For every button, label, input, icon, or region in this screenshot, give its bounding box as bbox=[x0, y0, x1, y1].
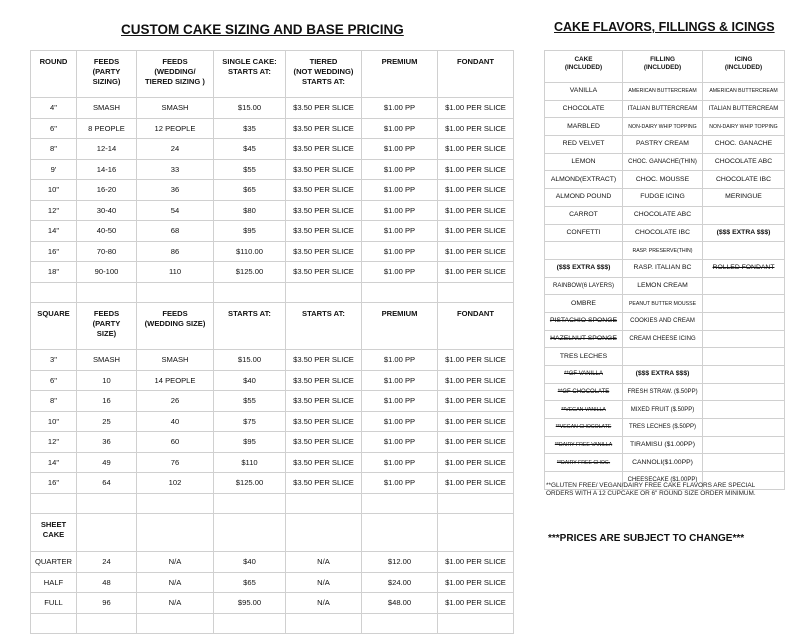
square-row bbox=[31, 452, 514, 473]
sheet-row bbox=[31, 572, 514, 593]
round-header-cell: FEEDS (PARTY SIZING) bbox=[77, 51, 137, 98]
filling-cell: AMERICAN BUTTERCREAM bbox=[623, 83, 703, 101]
round-cell: 8 PEOPLE bbox=[77, 118, 137, 139]
round-cell: 4" bbox=[31, 98, 77, 119]
blank-cell bbox=[77, 613, 137, 634]
round-cell: 36 bbox=[137, 180, 214, 201]
square-header-cell: SQUARE bbox=[31, 303, 77, 350]
flavors-row bbox=[545, 348, 785, 366]
round-cell: 16" bbox=[31, 241, 77, 262]
round-cell: 18" bbox=[31, 262, 77, 283]
square-cell: 16 bbox=[77, 391, 137, 412]
sheet-cell: $1.00 PER SLICE bbox=[438, 572, 514, 593]
round-cell: 70-80 bbox=[77, 241, 137, 262]
sheet-cell: 96 bbox=[77, 593, 137, 614]
round-cell: $1.00 PER SLICE bbox=[438, 221, 514, 242]
round-cell: 12 PEOPLE bbox=[137, 118, 214, 139]
square-row bbox=[31, 411, 514, 432]
round-cell: $1.00 PP bbox=[362, 98, 438, 119]
square-cell: $1.00 PP bbox=[362, 452, 438, 473]
round-cell: 54 bbox=[137, 200, 214, 221]
blank-cell bbox=[77, 282, 137, 303]
blank-cell bbox=[31, 282, 77, 303]
square-cell: $1.00 PER SLICE bbox=[438, 350, 514, 371]
sheet-cell: $1.00 PER SLICE bbox=[438, 552, 514, 573]
square-cell: SMASH bbox=[77, 350, 137, 371]
icing-cell bbox=[703, 383, 785, 401]
square-row bbox=[31, 370, 514, 391]
flavors-row bbox=[545, 189, 785, 207]
round-cell: $1.00 PER SLICE bbox=[438, 139, 514, 160]
round-header-cell: TIERED (NOT WEDDING) STARTS AT: bbox=[286, 51, 362, 98]
round-cell: SMASH bbox=[137, 98, 214, 119]
round-cell: $1.00 PP bbox=[362, 221, 438, 242]
square-cell: 40 bbox=[137, 411, 214, 432]
square-cell: $1.00 PP bbox=[362, 432, 438, 453]
sheet-cell: N/A bbox=[137, 572, 214, 593]
round-cell: $125.00 bbox=[214, 262, 286, 283]
square-cell: $15.00 bbox=[214, 350, 286, 371]
sheet-row bbox=[31, 593, 514, 614]
round-cell: $1.00 PER SLICE bbox=[438, 180, 514, 201]
cake-cell: ALMOND(EXTRACT) bbox=[545, 171, 623, 189]
round-cell: $95 bbox=[214, 221, 286, 242]
round-cell: $3.50 PER SLICE bbox=[286, 200, 362, 221]
cake-cell: CHOCOLATE bbox=[545, 100, 623, 118]
sheet-cell: $24.00 bbox=[362, 572, 438, 593]
flavors-row bbox=[545, 366, 785, 384]
sheet-cell: N/A bbox=[286, 572, 362, 593]
round-cell: $3.50 PER SLICE bbox=[286, 221, 362, 242]
blank-cell bbox=[286, 514, 362, 552]
round-cell: $1.00 PP bbox=[362, 262, 438, 283]
square-cell: $1.00 PP bbox=[362, 391, 438, 412]
square-row bbox=[31, 473, 514, 494]
square-cell: $1.00 PER SLICE bbox=[438, 391, 514, 412]
filling-cell: MIXED FRUIT ($.50PP) bbox=[623, 401, 703, 419]
sheet-cell: N/A bbox=[286, 552, 362, 573]
icing-cell: MERINGUE bbox=[703, 189, 785, 207]
round-cell: 16-20 bbox=[77, 180, 137, 201]
round-cell: $3.50 PER SLICE bbox=[286, 180, 362, 201]
blank-cell bbox=[362, 493, 438, 514]
round-cell: 110 bbox=[137, 262, 214, 283]
round-cell: $1.00 PP bbox=[362, 159, 438, 180]
round-cell: $3.50 PER SLICE bbox=[286, 241, 362, 262]
blank-cell bbox=[286, 493, 362, 514]
filling-cell: ITALIAN BUTTERCREAM bbox=[623, 100, 703, 118]
square-cell: $55 bbox=[214, 391, 286, 412]
cake-cell: **DAIRY FREE VANILLA bbox=[545, 436, 623, 454]
square-header-cell: STARTS AT: bbox=[286, 303, 362, 350]
blank-cell bbox=[137, 613, 214, 634]
sheet-cell: 24 bbox=[77, 552, 137, 573]
round-cell: $3.50 PER SLICE bbox=[286, 262, 362, 283]
square-row bbox=[31, 391, 514, 412]
filling-cell: NON-DAIRY WHIP TOPPING bbox=[623, 118, 703, 136]
flavors-row bbox=[545, 83, 785, 101]
round-cell: $1.00 PER SLICE bbox=[438, 262, 514, 283]
flavors-row bbox=[545, 295, 785, 313]
flavors-row bbox=[545, 383, 785, 401]
round-row bbox=[31, 159, 514, 180]
blank-cell bbox=[31, 493, 77, 514]
spacer-row bbox=[31, 613, 514, 634]
blank-cell bbox=[438, 514, 514, 552]
filling-cell: TIRAMISU ($1.00PP) bbox=[623, 436, 703, 454]
round-cell: $45 bbox=[214, 139, 286, 160]
flavors-row bbox=[545, 242, 785, 260]
square-header-cell: FEEDS (PARTY SIZE) bbox=[77, 303, 137, 350]
icing-cell: CHOC. GANACHE bbox=[703, 136, 785, 154]
filling-cell: CHOCOLATE ABC bbox=[623, 206, 703, 224]
flavors-row bbox=[545, 436, 785, 454]
round-cell: 8" bbox=[31, 139, 77, 160]
icing-cell: ROLLED FONDANT bbox=[703, 259, 785, 277]
blank-cell bbox=[214, 613, 286, 634]
square-cell: 49 bbox=[77, 452, 137, 473]
cake-cell bbox=[545, 242, 623, 260]
icing-cell: CHOCOLATE IBC bbox=[703, 171, 785, 189]
icing-cell bbox=[703, 366, 785, 384]
icing-cell bbox=[703, 330, 785, 348]
square-cell: 26 bbox=[137, 391, 214, 412]
blank-cell bbox=[137, 493, 214, 514]
filling-cell: RASP. ITALIAN BC bbox=[623, 259, 703, 277]
filling-cell: COOKIES AND CREAM bbox=[623, 312, 703, 330]
round-cell: $1.00 PP bbox=[362, 200, 438, 221]
square-cell: 14" bbox=[31, 452, 77, 473]
flavors-table bbox=[544, 50, 785, 490]
cake-cell: ($$$ EXTRA $$$) bbox=[545, 259, 623, 277]
square-cell: $3.50 PER SLICE bbox=[286, 452, 362, 473]
square-cell: $1.00 PER SLICE bbox=[438, 473, 514, 494]
dietary-footnote: **GLUTEN FREE/ VEGAN/DAIRY FREE CAKE FLAVORS ARE SPECIAL ORDERS WITH A 12 CUPCAKE OR 6" ROUND SIZE ORDER MINIMUM. bbox=[546, 482, 756, 497]
square-header-cell: FEEDS (WEDDING SIZE) bbox=[137, 303, 214, 350]
flavors-row bbox=[545, 100, 785, 118]
round-cell: 9' bbox=[31, 159, 77, 180]
square-cell: SMASH bbox=[137, 350, 214, 371]
icing-cell bbox=[703, 419, 785, 437]
sheet-cell: $65 bbox=[214, 572, 286, 593]
cake-cell: VANILLA bbox=[545, 83, 623, 101]
round-cell: $35 bbox=[214, 118, 286, 139]
flavors-title: CAKE FLAVORS, FILLINGS & ICINGS bbox=[554, 20, 775, 34]
square-cell: $95 bbox=[214, 432, 286, 453]
icing-cell: ($$$ EXTRA $$$) bbox=[703, 224, 785, 242]
blank-cell bbox=[362, 613, 438, 634]
square-header-cell: STARTS AT: bbox=[214, 303, 286, 350]
blank-cell bbox=[362, 514, 438, 552]
round-cell: 33 bbox=[137, 159, 214, 180]
flavors-row bbox=[545, 312, 785, 330]
icing-cell bbox=[703, 206, 785, 224]
round-cell: 12-14 bbox=[77, 139, 137, 160]
round-row bbox=[31, 118, 514, 139]
cake-cell: CONFETTI bbox=[545, 224, 623, 242]
round-header-cell: ROUND bbox=[31, 51, 77, 98]
spacer-row bbox=[31, 493, 514, 514]
blank-cell bbox=[137, 514, 214, 552]
sheet-cell: HALF bbox=[31, 572, 77, 593]
filling-cell: PASTRY CREAM bbox=[623, 136, 703, 154]
filling-cell: LEMON CREAM bbox=[623, 277, 703, 295]
sheet-cell: N/A bbox=[137, 593, 214, 614]
flavors-header-cell: ICING (INCLUDED) bbox=[703, 51, 785, 83]
round-cell: $1.00 PP bbox=[362, 180, 438, 201]
pricing-title: CUSTOM CAKE SIZING AND BASE PRICING bbox=[121, 22, 404, 37]
flavors-row bbox=[545, 419, 785, 437]
filling-cell: TRES LECHES ($.50PP) bbox=[623, 419, 703, 437]
blank-cell bbox=[137, 282, 214, 303]
cake-cell: **GF CHOCOLATE bbox=[545, 383, 623, 401]
flavors-row bbox=[545, 153, 785, 171]
cake-cell: HAZELNUT SPONGE bbox=[545, 330, 623, 348]
square-cell: $1.00 PP bbox=[362, 473, 438, 494]
square-cell: 3" bbox=[31, 350, 77, 371]
cake-cell: **VEGAN CHOCOLATE bbox=[545, 419, 623, 437]
filling-cell: CHOC. GANACHE(THIN) bbox=[623, 153, 703, 171]
sheet-cell: $95.00 bbox=[214, 593, 286, 614]
round-row bbox=[31, 180, 514, 201]
square-cell: $110 bbox=[214, 452, 286, 473]
blank-cell bbox=[438, 282, 514, 303]
square-cell: 8" bbox=[31, 391, 77, 412]
blank-cell bbox=[438, 493, 514, 514]
icing-cell bbox=[703, 312, 785, 330]
blank-cell bbox=[286, 282, 362, 303]
square-cell: $3.50 PER SLICE bbox=[286, 350, 362, 371]
flavors-row bbox=[545, 330, 785, 348]
cake-cell: LEMON bbox=[545, 153, 623, 171]
blank-cell bbox=[214, 514, 286, 552]
cake-cell: **DAIRY FREE CHOC. bbox=[545, 454, 623, 472]
flavors-row bbox=[545, 277, 785, 295]
sheet-cell: N/A bbox=[286, 593, 362, 614]
round-cell: 40-50 bbox=[77, 221, 137, 242]
square-cell: $1.00 PP bbox=[362, 350, 438, 371]
filling-cell: RASP. PRESERVE(THIN) bbox=[623, 242, 703, 260]
filling-cell: CREAM CHEESE ICING bbox=[623, 330, 703, 348]
square-cell: 64 bbox=[77, 473, 137, 494]
cake-cell: MARBLED bbox=[545, 118, 623, 136]
square-cell: $3.50 PER SLICE bbox=[286, 411, 362, 432]
blank-cell bbox=[214, 282, 286, 303]
square-cell: $1.00 PER SLICE bbox=[438, 411, 514, 432]
flavors-header-cell: CAKE (INCLUDED) bbox=[545, 51, 623, 83]
sheet-cell: $1.00 PER SLICE bbox=[438, 593, 514, 614]
icing-cell bbox=[703, 242, 785, 260]
flavors-row bbox=[545, 401, 785, 419]
flavors-row bbox=[545, 259, 785, 277]
icing-cell bbox=[703, 454, 785, 472]
square-cell: 16" bbox=[31, 473, 77, 494]
square-cell: $1.00 PER SLICE bbox=[438, 432, 514, 453]
icing-cell bbox=[703, 348, 785, 366]
cake-cell: TRES LECHES bbox=[545, 348, 623, 366]
blank-cell bbox=[362, 282, 438, 303]
square-row bbox=[31, 432, 514, 453]
round-header-cell: FEEDS (WEDDING/ TIERED SIZING ) bbox=[137, 51, 214, 98]
cake-cell: RED VELVET bbox=[545, 136, 623, 154]
round-cell: SMASH bbox=[77, 98, 137, 119]
round-row bbox=[31, 221, 514, 242]
square-header-row bbox=[31, 303, 514, 350]
round-header-cell: FONDANT bbox=[438, 51, 514, 98]
flavors-row bbox=[545, 118, 785, 136]
filling-cell: FUDGE ICING bbox=[623, 189, 703, 207]
blank-cell bbox=[77, 514, 137, 552]
sheet-cell: $48.00 bbox=[362, 593, 438, 614]
round-cell: $1.00 PP bbox=[362, 139, 438, 160]
round-cell: 68 bbox=[137, 221, 214, 242]
round-cell: 14" bbox=[31, 221, 77, 242]
square-cell: $3.50 PER SLICE bbox=[286, 473, 362, 494]
cake-cell: **GF VANILLA bbox=[545, 366, 623, 384]
filling-cell: CHOCOLATE IBC bbox=[623, 224, 703, 242]
square-cell: 6" bbox=[31, 370, 77, 391]
square-cell: 36 bbox=[77, 432, 137, 453]
square-cell: $3.50 PER SLICE bbox=[286, 370, 362, 391]
icing-cell bbox=[703, 401, 785, 419]
cake-cell: PISTACHIO SPONGE bbox=[545, 312, 623, 330]
round-row bbox=[31, 241, 514, 262]
round-cell: 86 bbox=[137, 241, 214, 262]
icing-cell bbox=[703, 436, 785, 454]
round-cell: $55 bbox=[214, 159, 286, 180]
square-cell: $1.00 PER SLICE bbox=[438, 452, 514, 473]
square-cell: $75 bbox=[214, 411, 286, 432]
filling-cell: ($$$ EXTRA $$$) bbox=[623, 366, 703, 384]
filling-cell: CHOC. MOUSSE bbox=[623, 171, 703, 189]
blank-cell bbox=[77, 493, 137, 514]
sheet-cell: N/A bbox=[137, 552, 214, 573]
flavors-row bbox=[545, 206, 785, 224]
blank-cell bbox=[31, 613, 77, 634]
round-row bbox=[31, 200, 514, 221]
square-cell: 102 bbox=[137, 473, 214, 494]
icing-cell: AMERICAN BUTTERCREAM bbox=[703, 83, 785, 101]
blank-cell bbox=[214, 493, 286, 514]
filling-cell bbox=[623, 348, 703, 366]
cake-cell: RAINBOW(6 LAYERS) bbox=[545, 277, 623, 295]
icing-cell: ITALIAN BUTTERCREAM bbox=[703, 100, 785, 118]
round-header-cell: SINGLE CAKE: STARTS AT: bbox=[214, 51, 286, 98]
square-cell: 14 PEOPLE bbox=[137, 370, 214, 391]
cake-cell: CARROT bbox=[545, 206, 623, 224]
sheet-header-cell: SHEET CAKE bbox=[31, 514, 77, 552]
flavors-header-row bbox=[545, 51, 785, 83]
icing-cell bbox=[703, 277, 785, 295]
flavors-row bbox=[545, 454, 785, 472]
round-row bbox=[31, 262, 514, 283]
round-cell: $1.00 PP bbox=[362, 241, 438, 262]
pricing-table bbox=[30, 50, 514, 634]
round-cell: 90-100 bbox=[77, 262, 137, 283]
flavors-row bbox=[545, 224, 785, 242]
flavors-row bbox=[545, 136, 785, 154]
round-row bbox=[31, 98, 514, 119]
square-cell: $3.50 PER SLICE bbox=[286, 432, 362, 453]
round-cell: $65 bbox=[214, 180, 286, 201]
round-cell: $80 bbox=[214, 200, 286, 221]
square-cell: 60 bbox=[137, 432, 214, 453]
square-cell: $1.00 PER SLICE bbox=[438, 370, 514, 391]
round-cell: 30-40 bbox=[77, 200, 137, 221]
round-cell: 10" bbox=[31, 180, 77, 201]
square-cell: 12" bbox=[31, 432, 77, 453]
sheet-cell: $12.00 bbox=[362, 552, 438, 573]
round-cell: $1.00 PER SLICE bbox=[438, 118, 514, 139]
round-cell: $1.00 PER SLICE bbox=[438, 159, 514, 180]
round-header-cell: PREMIUM bbox=[362, 51, 438, 98]
square-cell: $125.00 bbox=[214, 473, 286, 494]
round-cell: $3.50 PER SLICE bbox=[286, 139, 362, 160]
square-cell: 76 bbox=[137, 452, 214, 473]
icing-cell: CHOCOLATE ABC bbox=[703, 153, 785, 171]
round-cell: $110.00 bbox=[214, 241, 286, 262]
square-cell: 25 bbox=[77, 411, 137, 432]
sheet-header-row bbox=[31, 514, 514, 552]
round-cell: $1.00 PP bbox=[362, 118, 438, 139]
filling-cell: CANNOLI($1.00PP) bbox=[623, 454, 703, 472]
filling-cell: PEANUT BUTTER MOUSSE bbox=[623, 295, 703, 313]
round-cell: $1.00 PER SLICE bbox=[438, 98, 514, 119]
square-cell: $1.00 PP bbox=[362, 370, 438, 391]
round-cell: 12" bbox=[31, 200, 77, 221]
round-cell: 6" bbox=[31, 118, 77, 139]
round-row bbox=[31, 139, 514, 160]
square-row bbox=[31, 350, 514, 371]
round-cell: $1.00 PER SLICE bbox=[438, 241, 514, 262]
sheet-cell: 48 bbox=[77, 572, 137, 593]
cake-cell: ALMOND POUND bbox=[545, 189, 623, 207]
round-cell: 14-16 bbox=[77, 159, 137, 180]
sheet-cell: FULL bbox=[31, 593, 77, 614]
cake-cell: OMBRE bbox=[545, 295, 623, 313]
sheet-cell: QUARTER bbox=[31, 552, 77, 573]
square-cell: $40 bbox=[214, 370, 286, 391]
sheet-row bbox=[31, 552, 514, 573]
square-cell: 10 bbox=[77, 370, 137, 391]
filling-cell: CHEESECAKE ($1.00PP) bbox=[623, 472, 703, 490]
round-cell: $3.50 PER SLICE bbox=[286, 118, 362, 139]
round-cell: $1.00 PER SLICE bbox=[438, 200, 514, 221]
square-cell: $1.00 PP bbox=[362, 411, 438, 432]
price-change-notice: ***PRICES ARE SUBJECT TO CHANGE*** bbox=[548, 533, 745, 544]
blank-cell bbox=[286, 613, 362, 634]
flavors-header-cell: FILLING (INCLUDED) bbox=[623, 51, 703, 83]
icing-cell bbox=[703, 295, 785, 313]
round-cell: $15.00 bbox=[214, 98, 286, 119]
sheet-cell: $40 bbox=[214, 552, 286, 573]
square-header-cell: PREMIUM bbox=[362, 303, 438, 350]
round-cell: $3.50 PER SLICE bbox=[286, 98, 362, 119]
round-cell: 24 bbox=[137, 139, 214, 160]
cake-cell: **VEGAN VANILLA bbox=[545, 401, 623, 419]
square-cell: 10" bbox=[31, 411, 77, 432]
icing-cell: NON-DAIRY WHIP TOPPING bbox=[703, 118, 785, 136]
flavors-row bbox=[545, 171, 785, 189]
round-header-row bbox=[31, 51, 514, 98]
square-header-cell: FONDANT bbox=[438, 303, 514, 350]
round-cell: $3.50 PER SLICE bbox=[286, 159, 362, 180]
spacer-row bbox=[31, 282, 514, 303]
blank-cell bbox=[438, 613, 514, 634]
square-cell: $3.50 PER SLICE bbox=[286, 391, 362, 412]
filling-cell: FRESH STRAW. ($.50PP) bbox=[623, 383, 703, 401]
